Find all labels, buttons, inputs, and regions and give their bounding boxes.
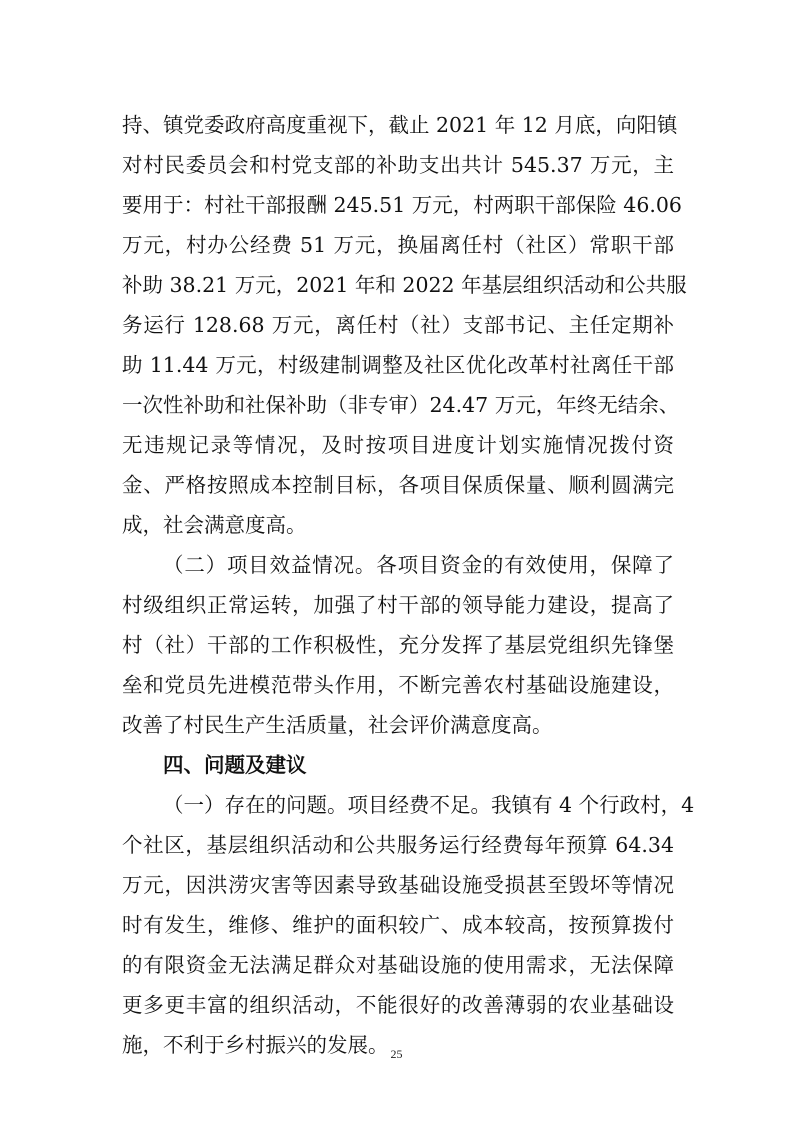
text-line: 金、严格按照成本控制目标，各项目保质保量、顺利圆满完	[122, 473, 674, 497]
text-line: 助 11.44 万元，村级建制调整及社区优化改革村社离任干部	[122, 353, 674, 377]
text-line: 无违规记录等情况，及时按项目进度计划实施情况拨付资	[122, 433, 674, 457]
text-line: 要用于：村社干部报酬 245.51 万元，村两职干部保险 46.06	[122, 193, 682, 217]
page-number: 25	[390, 1047, 403, 1061]
text-line: 对村民委员会和村党支部的补助支出共计 545.37 万元，主	[122, 153, 674, 177]
text-line: （二）项目效益情况。各项目资金的有效使用，保障了	[163, 553, 674, 577]
text-line: 施，不利于乡村振兴的发展。	[122, 1033, 389, 1057]
text-line: 垒和党员先进模范带头作用，不断完善农村基础设施建设，	[122, 673, 674, 697]
text-line: 个社区，基层组织活动和公共服务运行经费每年预算 64.34	[122, 833, 674, 857]
text-line: 时有发生，维修、维护的面积较广、成本较高，按预算拨付	[122, 913, 674, 937]
text-line: 万元，村办公经费 51 万元，换届离任村（社区）常职干部	[122, 233, 674, 257]
text-line: 持、镇党委政府高度重视下，截止 2021 年 12 月底，向阳镇	[122, 113, 678, 137]
text-line: （一）存在的问题。项目经费不足。我镇有 4 个行政村，4	[163, 793, 695, 817]
text-line: 更多更丰富的组织活动，不能很好的改善薄弱的农业基础设	[122, 993, 674, 1017]
text-line: 务运行 128.68 万元，离任村（社）支部书记、主任定期补	[122, 313, 674, 337]
section-heading: 四、问题及建议	[163, 753, 307, 777]
text-line: 一次性补助和社保补助（非专审）24.47 万元，年终无结余、	[122, 393, 680, 417]
text-line: 的有限资金无法满足群众对基础设施的使用需求，无法保障	[122, 953, 674, 977]
text-line: 成，社会满意度高。	[122, 513, 307, 537]
text-line: 村级组织正常运转，加强了村干部的领导能力建设，提高了	[122, 593, 674, 617]
text-line: 补助 38.21 万元，2021 年和 2022 年基层组织活动和公共服	[122, 273, 687, 297]
text-line: 村（社）干部的工作积极性，充分发挥了基层党组织先锋堡	[122, 633, 674, 657]
text-line: 改善了村民生产生活质量，社会评价满意度高。	[122, 713, 553, 737]
text-line: 万元，因洪涝灾害等因素导致基础设施受损甚至毁坏等情况	[122, 873, 674, 897]
